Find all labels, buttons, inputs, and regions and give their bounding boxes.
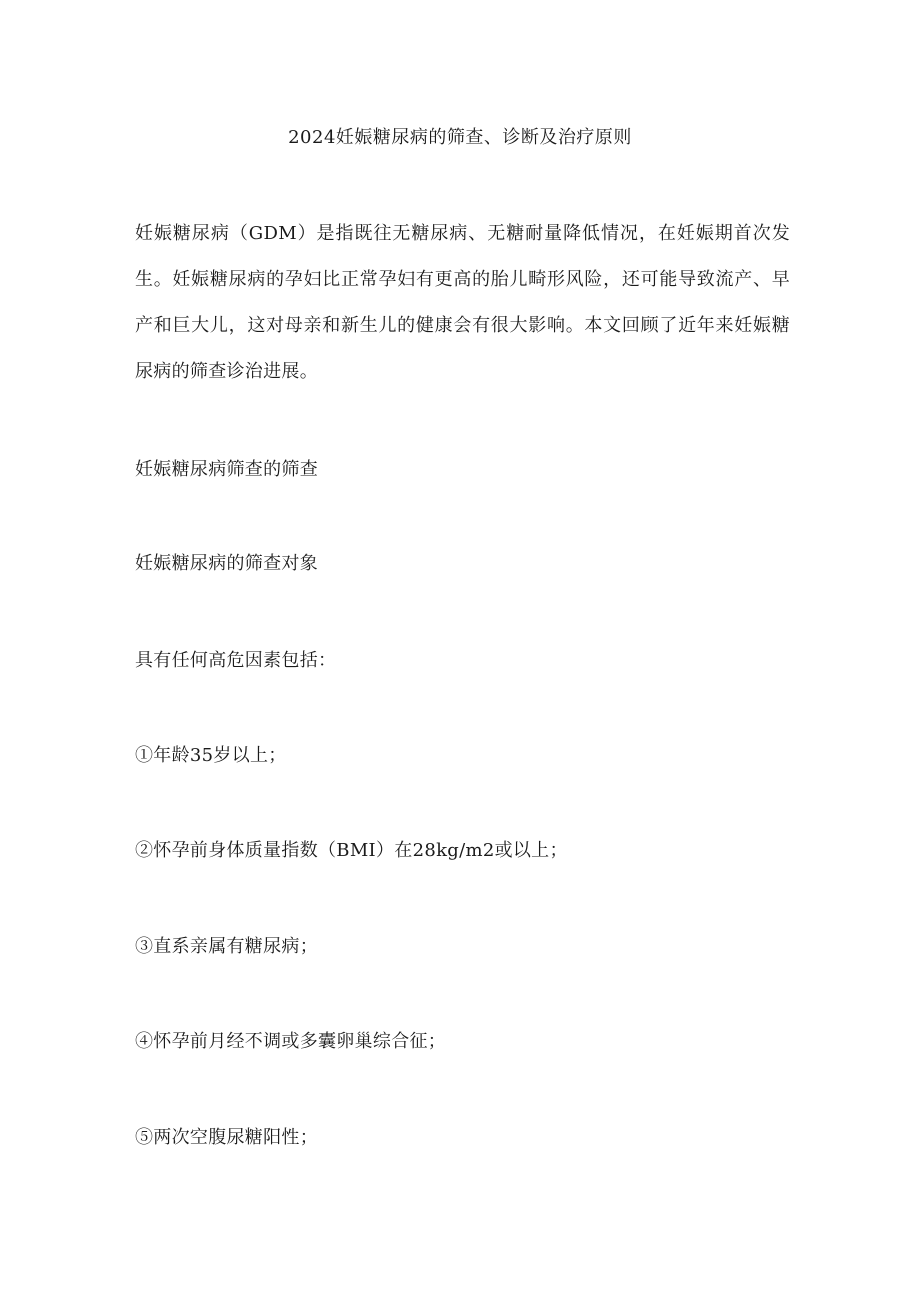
section-heading: 妊娠糖尿病筛查的筛查	[135, 459, 318, 480]
subsection-heading: 妊娠糖尿病的筛查对象	[135, 553, 318, 574]
risk-factors-intro: 具有任何高危因素包括：	[135, 650, 337, 671]
document-title: 2024妊娠糖尿病的筛查、诊断及治疗原则	[288, 127, 632, 148]
risk-factor-item: ⑤两次空腹尿糖阳性；	[135, 1127, 318, 1148]
risk-factor-item: ②怀孕前身体质量指数（BMI）在28kg/m2或以上；	[135, 840, 568, 861]
risk-factor-item: ③直系亲属有糖尿病；	[135, 936, 318, 957]
risk-factor-item: ①年龄35岁以上；	[135, 745, 287, 766]
risk-factor-item: ④怀孕前月经不调或多囊卵巢综合征；	[135, 1031, 447, 1052]
intro-paragraph: 妊娠糖尿病（GDM）是指既往无糖尿病、无糖耐量降低情况，在妊娠期首次发生。妊娠糖尿病的孕妇比正常孕妇有更高的胎儿畸形风险，还可能导致流产、早产和巨大儿，这对母亲和新生儿的健康会有很大影响。本文回顾了近年来妊娠糖尿病的筛查诊治进展。	[135, 223, 790, 382]
